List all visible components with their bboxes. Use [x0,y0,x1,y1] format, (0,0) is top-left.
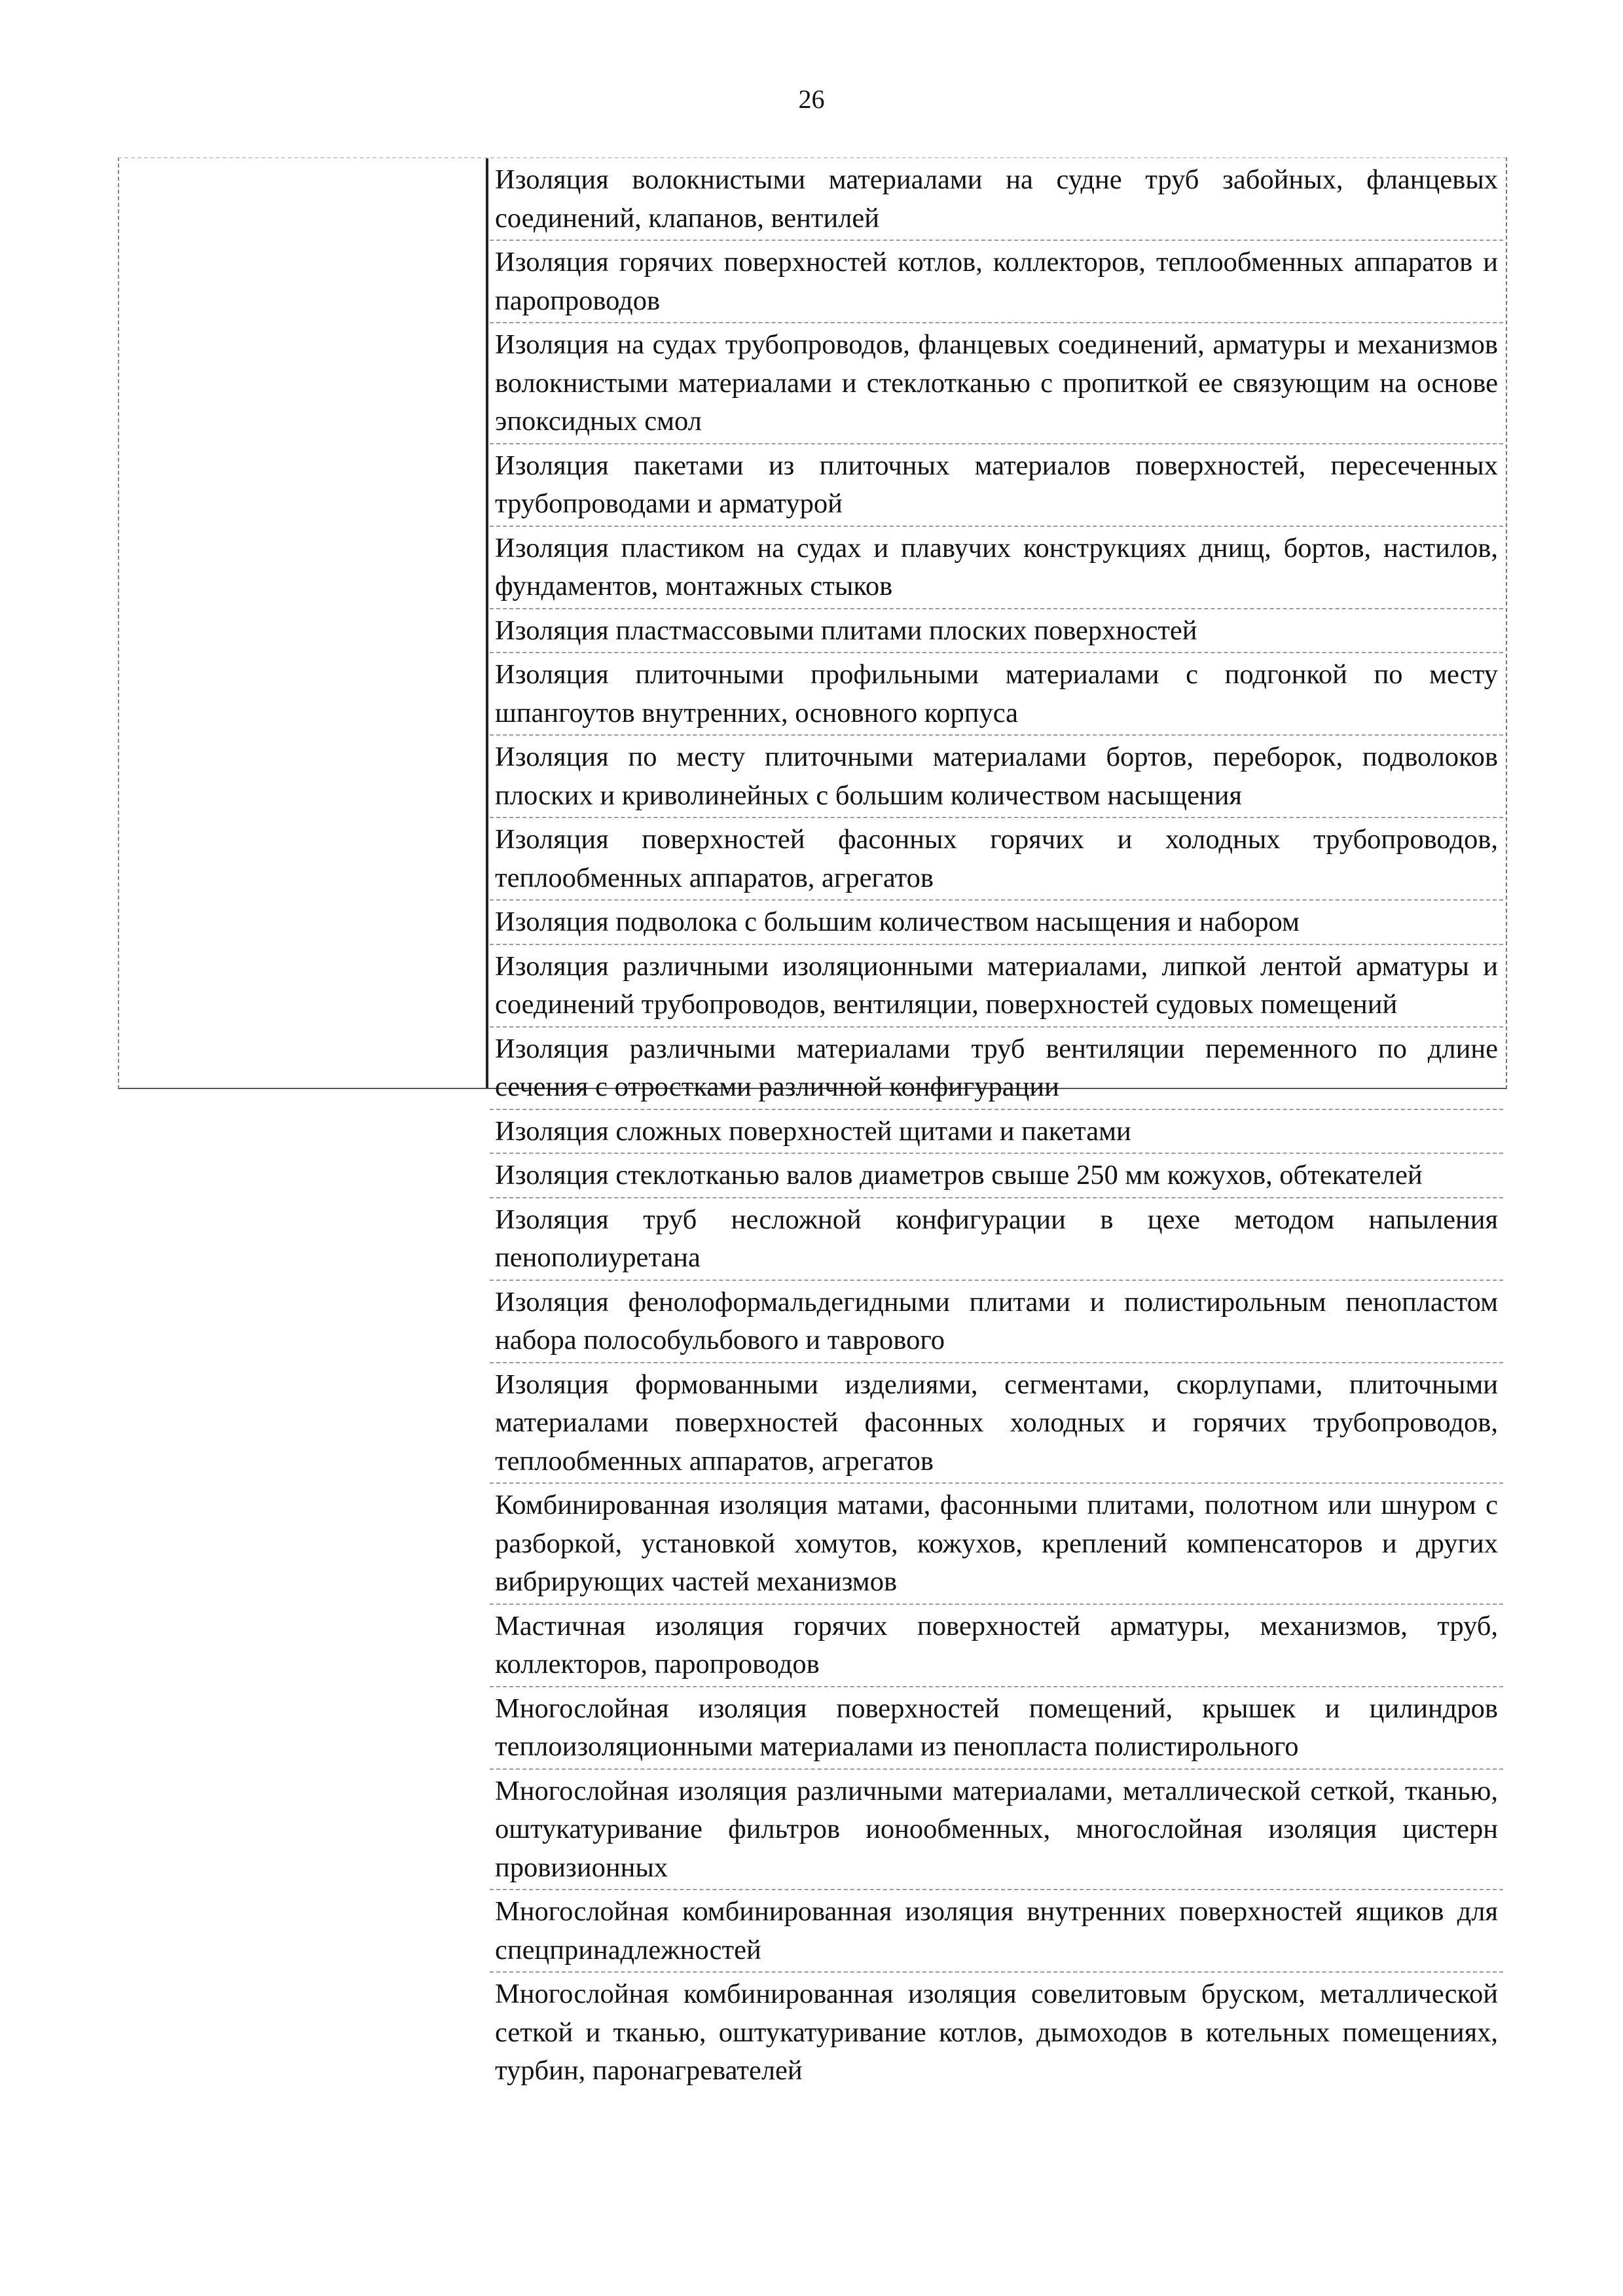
table-row: Изоляция различными материалами труб вентиляции переменного по длине сечения с отростками различной конфигурации [490,1028,1503,1110]
table-rows [490,158,1503,2092]
table-row: Многослойная изоляция поверхностей помещений, крышек и цилиндров теплоизоляционными материалами из пенопласта полистирольного [490,1687,1503,1770]
table-row: Комбинированная изоляция матами, фасонными плитами, полотном или шнуром с разборкой, установкой хомутов, кожухов, креплений компенсаторов и других вибрирующих частей механизмов [490,1484,1503,1605]
table-row: Изоляция фенолоформальдегидными плитами и полистирольным пенопластом набора полособульбового и таврового [490,1281,1503,1363]
table-row: Изоляция волокнистыми материалами на судне труб забойных, фланцевых соединений, клапанов, вентилей [490,158,1503,241]
table-row: Изоляция плиточными профильными материалами с подгонкой по месту шпангоутов внутренних, основного корпуса [490,653,1503,736]
work-types-table [118,157,1507,2086]
table-row: Многослойная комбинированная изоляция внутренних поверхностей ящиков для спецпринадлежностей [490,1890,1503,1973]
table-row: Изоляция поверхностей фасонных горячих и холодных трубопроводов, теплообменных аппаратов, агрегатов [490,818,1503,901]
table-row: Изоляция пластмассовыми плитами плоских поверхностей [490,609,1503,654]
table-row: Изоляция труб несложной конфигурации в цехе методом напыления пенополиуретана [490,1198,1503,1281]
table-row: Изоляция пластиком на судах и плавучих конструкциях днищ, бортов, настилов, фундаментов, монтажных стыков [490,527,1503,609]
table-row: Изоляция на судах трубопроводов, фланцевых соединений, арматуры и механизмов волокнистыми материалами и стеклотканью с пропиткой ее связующим на основе эпоксидных смол [490,323,1503,444]
table-row: Изоляция различными изоляционными материалами, липкой лентой арматуры и соединений трубопроводов, вентиляции, поверхностей судовых помещений [490,945,1503,1028]
table-row: Многослойная изоляция различными материалами, металлической сеткой, тканью, оштукатуривание фильтров ионообменных, многослойная изоляция цистерн провизионных [490,1770,1503,1891]
table-left-column [119,158,486,1088]
table-row: Изоляция пакетами из плиточных материалов поверхностей, пересеченных трубопроводами и арматурой [490,444,1503,527]
table-row: Изоляция стеклотканью валов диаметров свыше 250 мм кожухов, обтекателей [490,1154,1503,1198]
table-row: Изоляция по месту плиточными материалами бортов, переборок, подволоков плоских и криволинейных с большим количеством насыщения [490,736,1503,818]
table-row: Изоляция сложных поверхностей щитами и пакетами [490,1110,1503,1155]
table-row: Изоляция горячих поверхностей котлов, коллекторов, теплообменных аппаратов и паропроводов [490,241,1503,323]
table-row: Мастичная изоляция горячих поверхностей арматуры, механизмов, труб, коллекторов, паропроводов [490,1605,1503,1687]
table-row: Изоляция подволока с большим количеством насыщения и набором [490,901,1503,945]
column-divider [486,158,488,1088]
table-row: Изоляция формованными изделиями, сегментами, скорлупами, плиточными материалами поверхностей фасонных холодных и горячих трубопроводов, теплообменных аппаратов, агрегатов [490,1363,1503,1484]
page-number: 26 [798,84,825,114]
table-row: Многослойная комбинированная изоляция совелитовым бруском, металлической сеткой и тканью, оштукатуривание котлов, дымоходов в котельных помещениях, турбин, паронагревателей [495,1979,1498,2086]
